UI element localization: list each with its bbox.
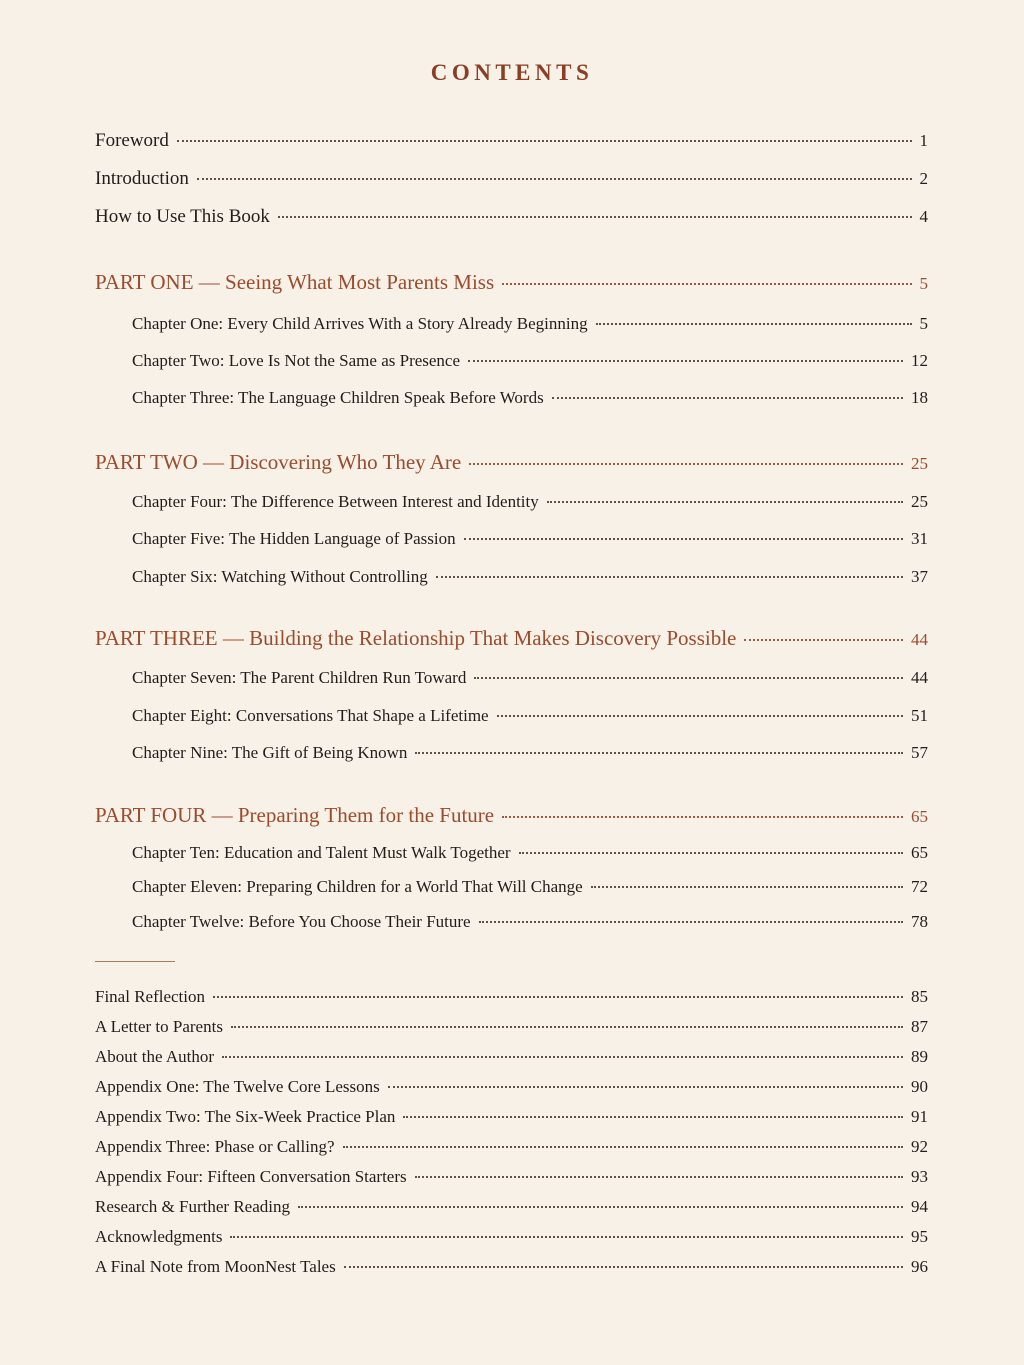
dot-leader (436, 576, 903, 578)
dot-leader (343, 1146, 903, 1148)
chapter-label: Chapter Seven: The Parent Children Run Toward (132, 668, 467, 687)
chapter-label: Chapter One: Every Child Arrives With a Story Already Beginning (132, 314, 588, 333)
entry-page: 4 (919, 207, 928, 226)
part-page: 25 (911, 454, 928, 473)
entry-page: 87 (911, 1017, 928, 1036)
chapter-label: Chapter Nine: The Gift of Being Known (132, 743, 408, 762)
dot-leader (502, 283, 911, 285)
entry-page: 1 (919, 131, 928, 150)
chapter-page: 12 (911, 351, 928, 370)
entry-label: A Final Note from MoonNest Tales (95, 1257, 336, 1276)
dot-leader (469, 463, 903, 465)
dot-leader (497, 715, 903, 717)
dot-leader (197, 178, 912, 180)
entry-page: 94 (911, 1197, 928, 1216)
entry-label: Acknowledgments (95, 1227, 223, 1246)
dot-leader (596, 323, 912, 325)
entry-page: 2 (919, 169, 928, 188)
dot-leader (744, 639, 903, 641)
dot-leader (468, 360, 903, 362)
entry-page: 91 (911, 1107, 928, 1126)
chapter-label: Chapter Five: The Hidden Language of Passion (132, 529, 456, 548)
toc-chapter-five[interactable] (132, 529, 928, 549)
dot-leader (344, 1266, 903, 1268)
entry-page: 89 (911, 1047, 928, 1066)
part-page: 65 (911, 807, 928, 826)
toc-chapter-nine[interactable] (132, 743, 928, 763)
toc-entry-acknowledgments[interactable] (95, 1227, 928, 1247)
chapter-label: Chapter Eight: Conversations That Shape a Lifetime (132, 706, 489, 725)
dot-leader (474, 677, 903, 679)
chapter-page: 31 (911, 529, 928, 548)
dot-leader (464, 538, 903, 540)
chapter-page: 18 (911, 388, 928, 407)
entry-page: 92 (911, 1137, 928, 1156)
toc-part-two[interactable] (95, 450, 928, 475)
part-page: 5 (919, 274, 928, 293)
part-label: PART THREE — Building the Relationship That Makes Discovery Possible (95, 626, 737, 650)
toc-entry-about-author[interactable] (95, 1047, 928, 1067)
toc-entry-foreword[interactable] (95, 130, 928, 152)
dot-leader (230, 1236, 903, 1238)
entry-label: Foreword (95, 130, 169, 151)
entry-label: Research & Further Reading (95, 1197, 290, 1216)
part-page: 44 (911, 630, 928, 649)
entry-page: 85 (911, 987, 928, 1006)
dot-leader (415, 752, 903, 754)
dot-leader (213, 996, 903, 998)
toc-chapter-two[interactable] (132, 351, 928, 371)
entry-label: Appendix Two: The Six-Week Practice Plan (95, 1107, 396, 1126)
entry-label: Appendix Four: Fifteen Conversation Starters (95, 1167, 407, 1186)
entry-page: 93 (911, 1167, 928, 1186)
section-divider (95, 961, 175, 962)
toc-entry-research[interactable] (95, 1197, 928, 1217)
chapter-label: Chapter Two: Love Is Not the Same as Presence (132, 351, 461, 370)
toc-part-four[interactable] (95, 803, 928, 828)
toc-entry-appendix-three[interactable] (95, 1137, 928, 1157)
dot-leader (502, 816, 903, 818)
toc-entry-how-to-use[interactable] (95, 206, 928, 228)
part-label: PART FOUR — Preparing Them for the Future (95, 803, 495, 827)
part-label: PART TWO — Discovering Who They Are (95, 450, 462, 474)
dot-leader (231, 1026, 903, 1028)
chapter-label: Chapter Six: Watching Without Controlling (132, 567, 428, 586)
chapter-page: 44 (911, 668, 928, 687)
entry-label: Final Reflection (95, 987, 206, 1006)
entry-page: 96 (911, 1257, 928, 1276)
toc-entry-introduction[interactable] (95, 168, 928, 190)
chapter-label: Chapter Three: The Language Children Speak Before Words (132, 388, 544, 407)
chapter-label: Chapter Ten: Education and Talent Must Walk Together (132, 843, 511, 862)
chapter-label: Chapter Eleven: Preparing Children for a World That Will Change (132, 877, 583, 896)
toc-entry-appendix-one[interactable] (95, 1077, 928, 1097)
dot-leader (403, 1116, 903, 1118)
dot-leader (222, 1056, 903, 1058)
entry-page: 95 (911, 1227, 928, 1246)
chapter-page: 25 (911, 492, 928, 511)
chapter-page: 57 (911, 743, 928, 762)
chapter-page: 37 (911, 567, 928, 586)
toc-entry-letter-to-parents[interactable] (95, 1017, 928, 1037)
toc-chapter-three[interactable] (132, 388, 928, 408)
chapter-page: 51 (911, 706, 928, 725)
toc-part-one[interactable] (95, 270, 928, 295)
toc-chapter-ten[interactable] (132, 843, 928, 863)
toc-entry-appendix-four[interactable] (95, 1167, 928, 1187)
chapter-page: 72 (911, 877, 928, 896)
entry-label: Introduction (95, 168, 189, 189)
toc-part-three[interactable] (95, 626, 928, 651)
entry-page: 90 (911, 1077, 928, 1096)
toc-entry-appendix-two[interactable] (95, 1107, 928, 1127)
entry-label: A Letter to Parents (95, 1017, 223, 1036)
chapter-page: 65 (911, 843, 928, 862)
dot-leader (552, 397, 903, 399)
entry-label: Appendix Three: Phase or Calling? (95, 1137, 335, 1156)
part-label: PART ONE — Seeing What Most Parents Miss (95, 270, 495, 294)
toc-chapter-six[interactable] (132, 567, 928, 587)
chapter-page: 5 (919, 314, 928, 333)
dot-leader (278, 216, 912, 218)
chapter-label: Chapter Twelve: Before You Choose Their Future (132, 912, 471, 931)
dot-leader (547, 501, 903, 503)
dot-leader (298, 1206, 903, 1208)
toc-entry-final-reflection[interactable] (95, 987, 928, 1007)
toc-chapter-twelve[interactable] (132, 912, 928, 932)
entry-label: Appendix One: The Twelve Core Lessons (95, 1077, 380, 1096)
dot-leader (591, 886, 903, 888)
toc-chapter-eight[interactable] (132, 706, 928, 726)
toc-chapter-seven[interactable] (132, 668, 928, 688)
dot-leader (415, 1176, 903, 1178)
dot-leader (388, 1086, 903, 1088)
toc-chapter-eleven[interactable] (132, 877, 928, 897)
dot-leader (177, 140, 912, 142)
page-title: CONTENTS (430, 60, 594, 85)
dot-leader (519, 852, 903, 854)
toc-chapter-four[interactable] (132, 492, 928, 512)
chapter-label: Chapter Four: The Difference Between Interest and Identity (132, 492, 539, 511)
toc-entry-final-note[interactable] (95, 1257, 928, 1277)
entry-label: How to Use This Book (95, 206, 270, 227)
entry-label: About the Author (95, 1047, 214, 1066)
dot-leader (479, 921, 903, 923)
toc-chapter-one[interactable] (132, 314, 928, 334)
chapter-page: 78 (911, 912, 928, 931)
